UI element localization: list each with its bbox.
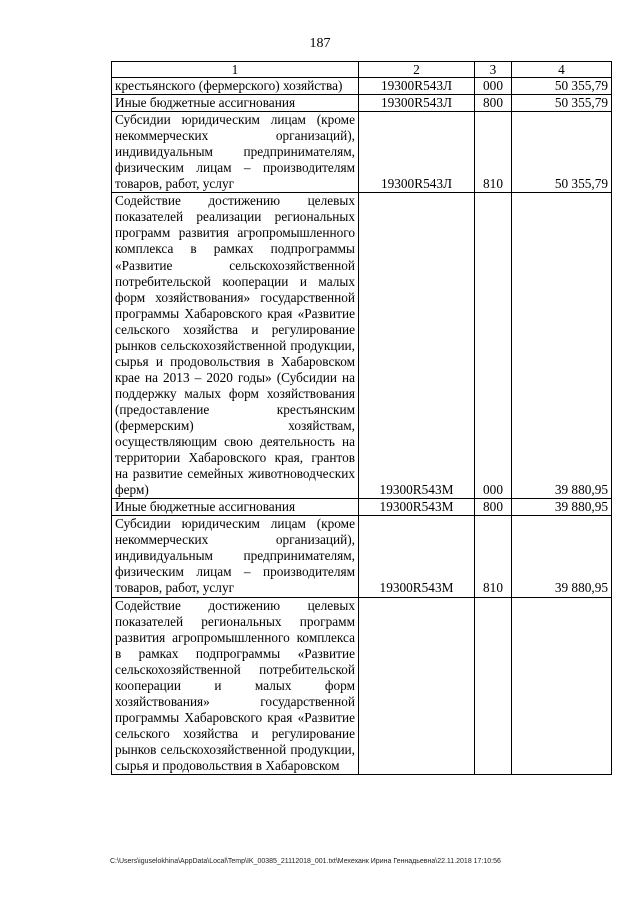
table-row: [112, 95, 612, 112]
row-sum: 50 355,79: [512, 78, 612, 95]
row-name: Субсидии юридическим лицам (кроме некоммерческих организаций), индивидуальным предпринимателям, физическим лицам – производителям товаров, работ, услуг: [112, 112, 359, 193]
row-vr: 810: [475, 112, 512, 193]
row-code: 19300R543Л: [359, 112, 475, 193]
row-name: Содействие достижению целевых показателей региональных программ развития агропромышленного комплекса в рамках подпрограммы «Развитие сельскохозяйственной потребительской кооперации и малых форм хозяйствования» государственной программы Хабаровского края «Развитие сельского хозяйства и регулирование рынков сельскохозяйственной продукции, сырья и продовольствия в Хабаровском: [112, 597, 359, 775]
budget-table: [111, 61, 612, 775]
table-row: [112, 499, 612, 516]
row-name: Иные бюджетные ассигнования: [112, 499, 359, 516]
page-number: 187: [309, 36, 331, 51]
row-name: Иные бюджетные ассигнования: [112, 95, 359, 112]
row-code: [359, 597, 475, 775]
header-col-code: 2: [359, 62, 475, 78]
file-path-footer: C:\Users\iguselokhina\AppData\Local\Temp\IK_00385_21112018_001.txt\Мехеханк Ирина Геннадьевна\22.11.2018 17:10:56: [110, 858, 501, 865]
row-code: 19300R543Л: [359, 78, 475, 95]
table-row: [112, 112, 612, 193]
table-row: [112, 193, 612, 499]
table-row: [112, 597, 612, 775]
header-col-vr: 3: [475, 62, 512, 78]
header-col-sum: 4: [512, 62, 612, 78]
row-name: крестьянского (фермерского) хозяйства): [112, 78, 359, 95]
row-sum: 50 355,79: [512, 112, 612, 193]
row-code: 19300R543М: [359, 193, 475, 499]
table-header-row: [112, 62, 612, 78]
row-vr: 000: [475, 193, 512, 499]
row-sum: 39 880,95: [512, 499, 612, 516]
row-sum: 39 880,95: [512, 516, 612, 597]
table-row: [112, 78, 612, 95]
row-vr: 810: [475, 516, 512, 597]
row-vr: 800: [475, 499, 512, 516]
header-col-name: 1: [112, 62, 359, 78]
table-row: [112, 516, 612, 597]
row-code: 19300R543Л: [359, 95, 475, 112]
row-name: Субсидии юридическим лицам (кроме некоммерческих организаций), индивидуальным предпринимателям, физическим лицам – производителям товаров, работ, услуг: [112, 516, 359, 597]
row-sum: [512, 597, 612, 775]
row-vr: 000: [475, 78, 512, 95]
row-code: 19300R543М: [359, 516, 475, 597]
row-sum: 39 880,95: [512, 193, 612, 499]
row-name: Содействие достижению целевых показателей реализации региональных программ развития агропромышленного комплекса в рамках подпрограммы «Развитие сельскохозяйственной потребительской кооперации и малых форм хозяйствования» государственной программы Хабаровского края «Развитие сельского хозяйства и регулирование рынков сельскохозяйственной продукции, сырья и продовольствия в Хабаровском крае на 2013 – 2020 годы» (Субсидии на поддержку малых форм хозяйствования (предоставление крестьянским (фермерским) хозяйствам, осуществляющим свою деятельность на территории Хабаровского края, грантов на развитие семейных животноводческих ферм): [112, 193, 359, 499]
row-code: 19300R543М: [359, 499, 475, 516]
row-vr: 800: [475, 95, 512, 112]
row-vr: [475, 597, 512, 775]
row-sum: 50 355,79: [512, 95, 612, 112]
